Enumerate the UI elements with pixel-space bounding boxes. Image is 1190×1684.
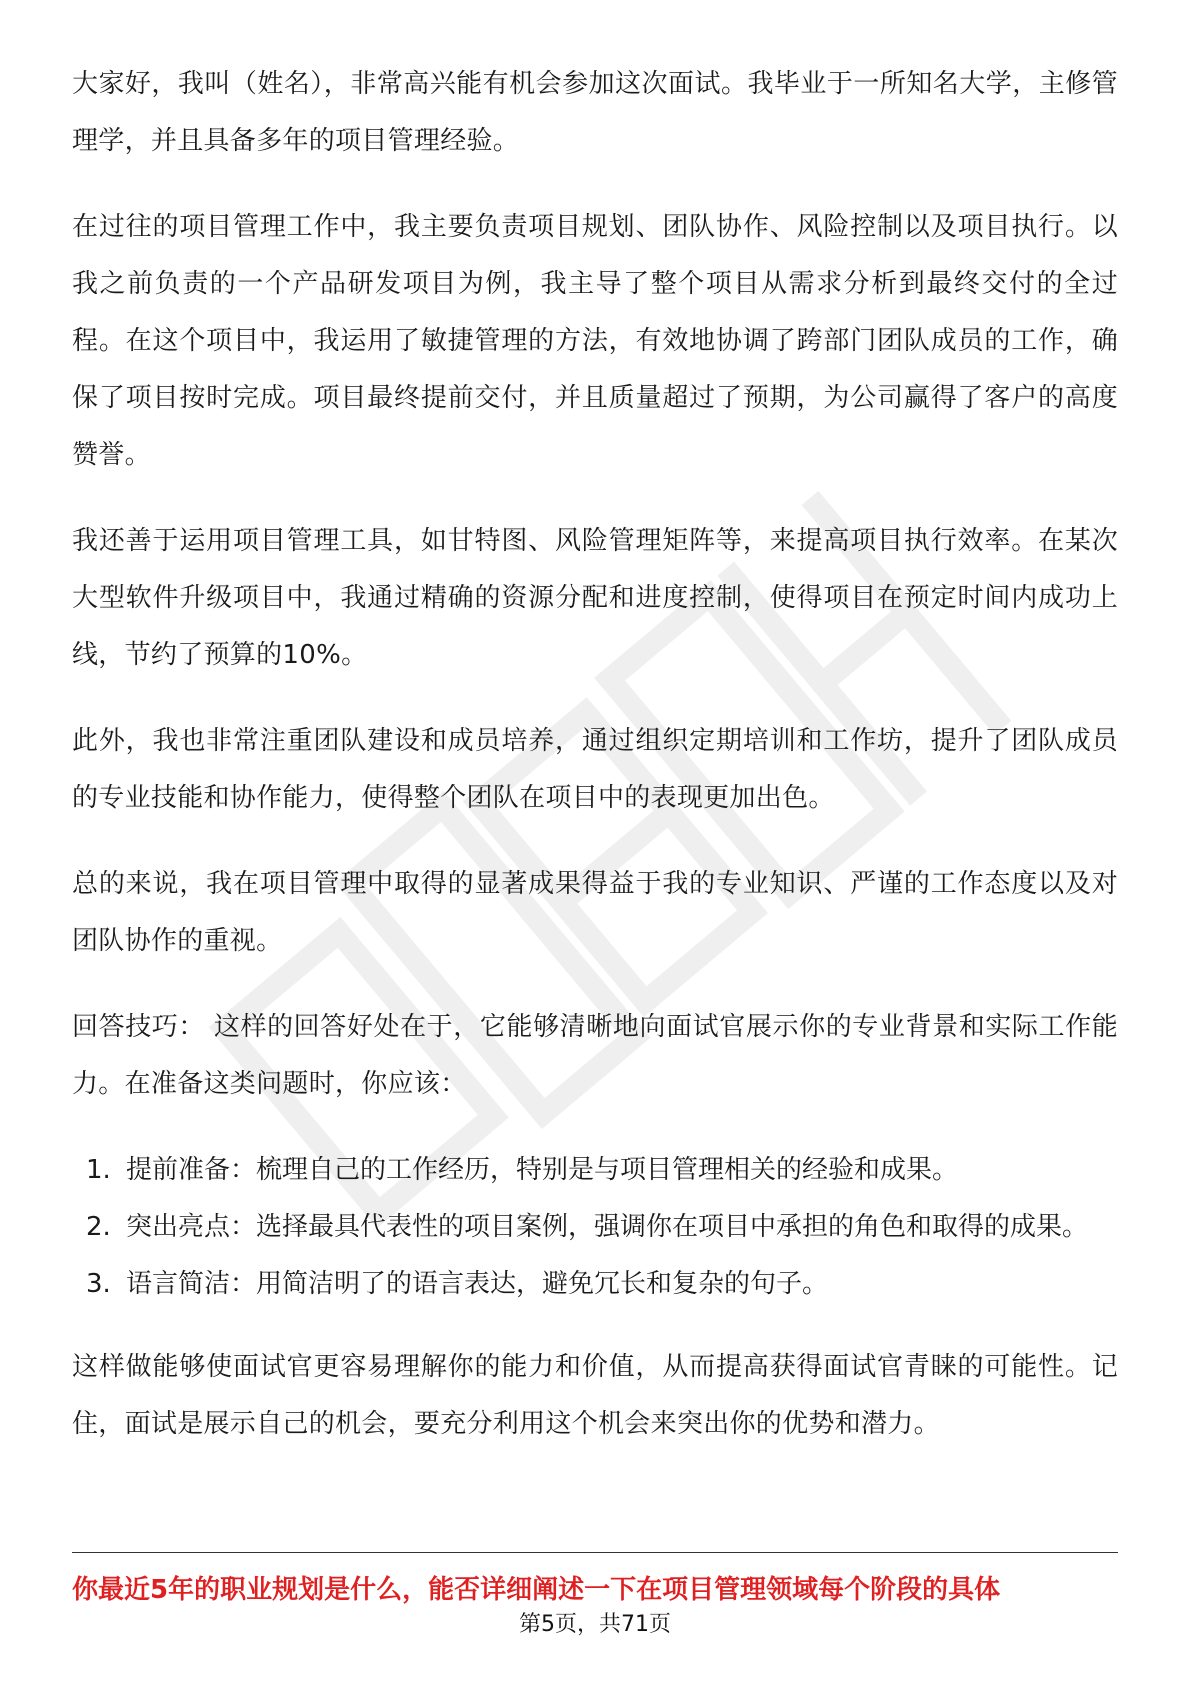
- paragraph-tips-intro: 回答技巧： 这样的回答好处在于，它能够清晰地向面试官展示你的专业背景和实际工作能力。在准备这类问题时，你应该：: [72, 1012, 1118, 1099]
- next-question-heading: 你最近5年的职业规划是什么，能否详细阐述一下在项目管理领域每个阶段的具体: [72, 1575, 1001, 1605]
- list-item-text: 提前准备：梳理自己的工作经历，特别是与项目管理相关的经验和成果。: [126, 1155, 959, 1185]
- tips-list: [72, 1142, 1118, 1313]
- document-body: [72, 56, 1118, 1482]
- paragraph-intro: 大家好，我叫（姓名），非常高兴能有机会参加这次面试。我毕业于一所知名大学，主修管理学，并且具备多年的项目管理经验。: [72, 69, 1118, 156]
- paragraph-team: 此外，我也非常注重团队建设和成员培养，通过组织定期培训和工作坊，提升了团队成员的专业技能和协作能力，使得整个团队在项目中的表现更加出色。: [72, 726, 1118, 813]
- list-item: [72, 1142, 1118, 1199]
- paragraph-closing: 这样做能够使面试官更容易理解你的能力和价值，从而提高获得面试官青睐的可能性。记住，面试是展示自己的机会，要充分利用这个机会来突出你的优势和潜力。: [72, 1352, 1118, 1439]
- list-number: 1.: [86, 1155, 111, 1185]
- list-item: [72, 1199, 1118, 1256]
- paragraph-summary: 总的来说，我在项目管理中取得的显著成果得益于我的专业知识、严谨的工作态度以及对团队协作的重视。: [72, 869, 1118, 956]
- section-divider: [72, 1552, 1118, 1553]
- page-number: 第5页，共71页: [519, 1612, 671, 1637]
- list-number: 2.: [86, 1212, 111, 1242]
- paragraph-experience: 在过往的项目管理工作中，我主要负责项目规划、团队协作、风险控制以及项目执行。以我之前负责的一个产品研发项目为例，我主导了整个项目从需求分析到最终交付的全过程。在这个项目中，我运用了敏捷管理的方法，有效地协调了跨部门团队成员的工作，确保了项目按时完成。项目最终提前交付，并且质量超过了预期，为公司赢得了客户的高度赞誉。: [72, 212, 1118, 470]
- paragraph-tools: 我还善于运用项目管理工具，如甘特图、风险管理矩阵等，来提高项目执行效率。在某次大型软件升级项目中，我通过精确的资源分配和进度控制，使得项目在预定时间内成功上线，节约了预算的10%。: [72, 526, 1118, 670]
- list-number: 3.: [86, 1269, 111, 1299]
- list-item: [72, 1256, 1118, 1313]
- list-item-text: 语言简洁：用简洁明了的语言表达，避免冗长和复杂的句子。: [126, 1269, 829, 1299]
- list-item-text: 突出亮点：选择最具代表性的项目案例，强调你在项目中承担的角色和取得的成果。: [126, 1212, 1089, 1242]
